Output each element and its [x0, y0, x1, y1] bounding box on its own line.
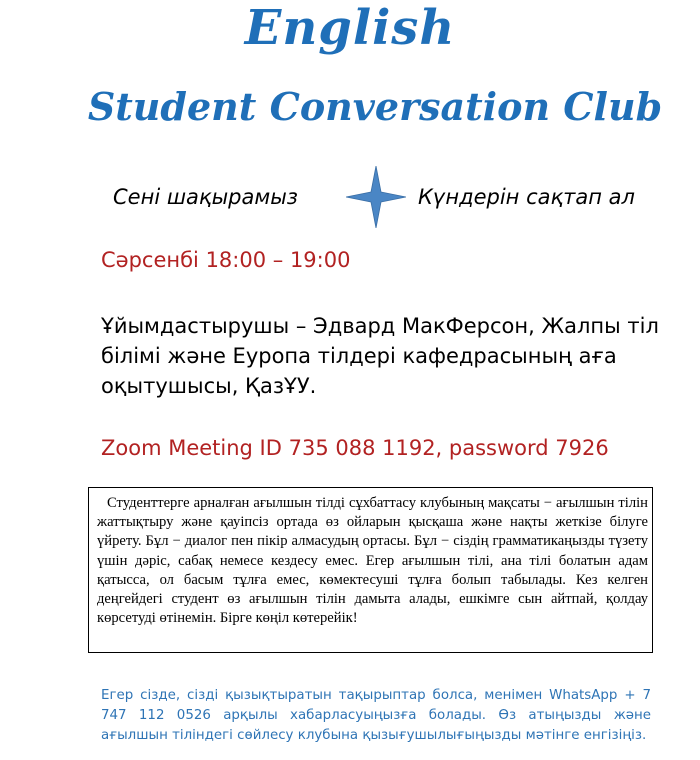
club-description-box: Студенттерге арналған ағылшын тілді сұхбаттасу клубының мақсаты − ағылшын тілін жаттықтыру және қауіпсіз ортада өз ойларын қысқаша және нақты жеткізе білуге үйрету. Бұл − диалог пен пікір алмасудың ортасы. Бұл − сіздің грамматикаңызды түзету үшін дәріс, сабақ немесе кездесу емес. Егер ағылшын тілі, ана тілі болатын адам қатысса, ол басым тұлға емес, көмектесуші тұлға болып табылады. Кез келген деңгейдегі студент өз ағылшын тілін дамыта алады, ешкімге сын айтпай, қолдау көрсетуді өтінемін. Бірге көңіл көтерейік!	[88, 487, 653, 653]
invite-text-right: Күндерін сақтап ал	[418, 185, 635, 209]
organizer-info: Ұйымдастырушы – Эдвард МакФерсон, Жалпы тіл білімі және Еуропа тілдері кафедрасының аға оқытушысы, ҚазҰУ.	[101, 314, 659, 398]
page-title: English	[244, 0, 456, 56]
contact-info: Егер сізде, сізді қызықтыратын тақырыптар болса, менімен WhatsApp + 7 747 112 0526 арқылы хабарласуыңызға болады. Өз атыңызды және ағылшын тіліндегі сөйлесу клубына қызығушылығыңызды мәтінге енгізіңіз.	[101, 688, 651, 743]
meeting-schedule: Сәрсенбі 18:00 – 19:00	[101, 248, 351, 272]
four-point-star-icon	[346, 166, 406, 228]
invite-text-left: Сені шақырамыз	[113, 185, 298, 209]
zoom-meeting-info: Zoom Meeting ID 735 088 1192, password 7926	[101, 436, 609, 460]
page-subtitle: Student Conversation Club	[87, 84, 663, 129]
